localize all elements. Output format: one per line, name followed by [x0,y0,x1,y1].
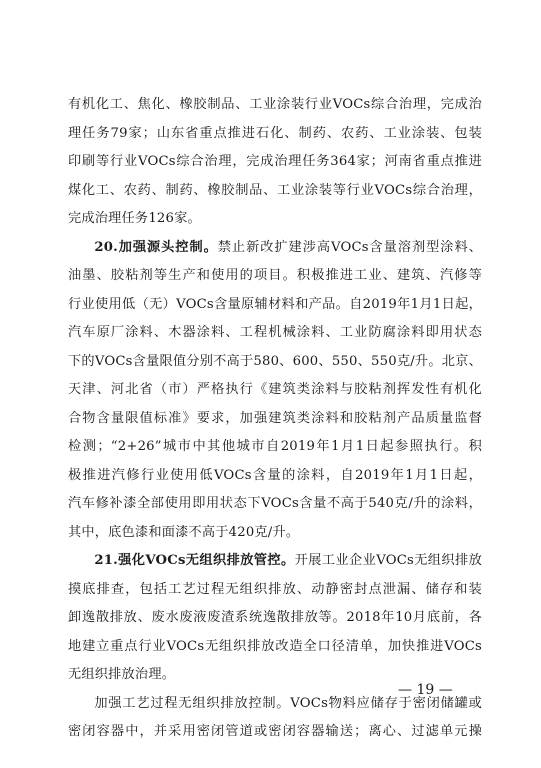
text-line: 摸底排查，包括工艺过程无组织排放、动静密封点泄漏、储存和装 [68,581,482,597]
text-line: 卸逸散排放、废水废液废渣系统逸散排放等。2018年10月底前，各 [68,610,482,625]
text-run: 禁止新改扩建涉高VOCs含量溶剂型涂料、 [217,239,482,255]
section-heading: 20.加强源头控制。 [94,239,218,255]
text-run: 开展工业企业VOCs无组织排放 [294,553,483,568]
text-line: 检测；“2+26”城市中其他城市自2019年1月1日起参照执行。积 [68,439,482,454]
text-line: 煤化工、农药、制药、橡胶制品、工业涂装等行业VOCs综合治理， [68,182,482,198]
text-line: 下的VOCs含量限值分别不高于580、600、550、550克/升。北京、 [68,353,482,369]
text-line: 无组织排放治理。 [68,667,176,682]
text-line: 汽车修补漆全部使用即用状态下VOCs含量不高于540克/升的涂料， [68,496,482,511]
paragraph-first-line [68,234,482,263]
text-line: 其中，底色漆和面漆不高于420克/升。 [68,524,300,540]
body-text [68,91,482,747]
text-line: 天津、河北省（市）严格执行《建筑类涂料与胶粘剂挥发性有机化 [68,382,482,397]
text-line: 汽车原厂涂料、木器涂料、工程机械涂料、工业防腐涂料即用状态 [68,325,482,340]
paragraph-first-line [68,547,482,576]
text-line: 行业使用低（无）VOCs含量原辅材料和产品。自2019年1月1日起， [68,296,482,312]
text-line: 有机化工、焦化、橡胶制品、工业涂装行业VOCs综合治理，完成治 [68,97,482,112]
text-line: 完成治理任务126家。 [68,211,201,226]
text-line: 印刷等行业VOCs综合治理，完成治理任务364家；河南省重点推进 [68,154,482,169]
text-line: 理任务79家；山东省重点推进石化、制药、农药、工业涂装、包装 [68,125,482,141]
text-line: 地建立重点行业VOCs无组织排放改造全口径清单，加快推进VOCs [68,638,482,654]
text-line: 极推进汽修行业使用低VOCs含量的涂料，自2019年1月1日起， [68,467,482,483]
text-line: 密闭容器中，并采用密闭管道或密闭容器输送；离心、过滤单元操 [68,724,482,739]
section-heading: 21.强化VOCs无组织排放管控。 [94,553,295,568]
page-number: — 19 — [398,682,453,698]
text-line: 合物含量限值标准》要求，加强建筑类涂料和胶粘剂产品质量监督 [68,410,482,426]
text-line: 油墨、胶粘剂等生产和使用的项目。积极推进工业、建筑、汽修等 [68,268,482,283]
text-line: 加强工艺过程无组织排放控制。VOCs物料应储存于密闭储罐或 [94,695,482,711]
